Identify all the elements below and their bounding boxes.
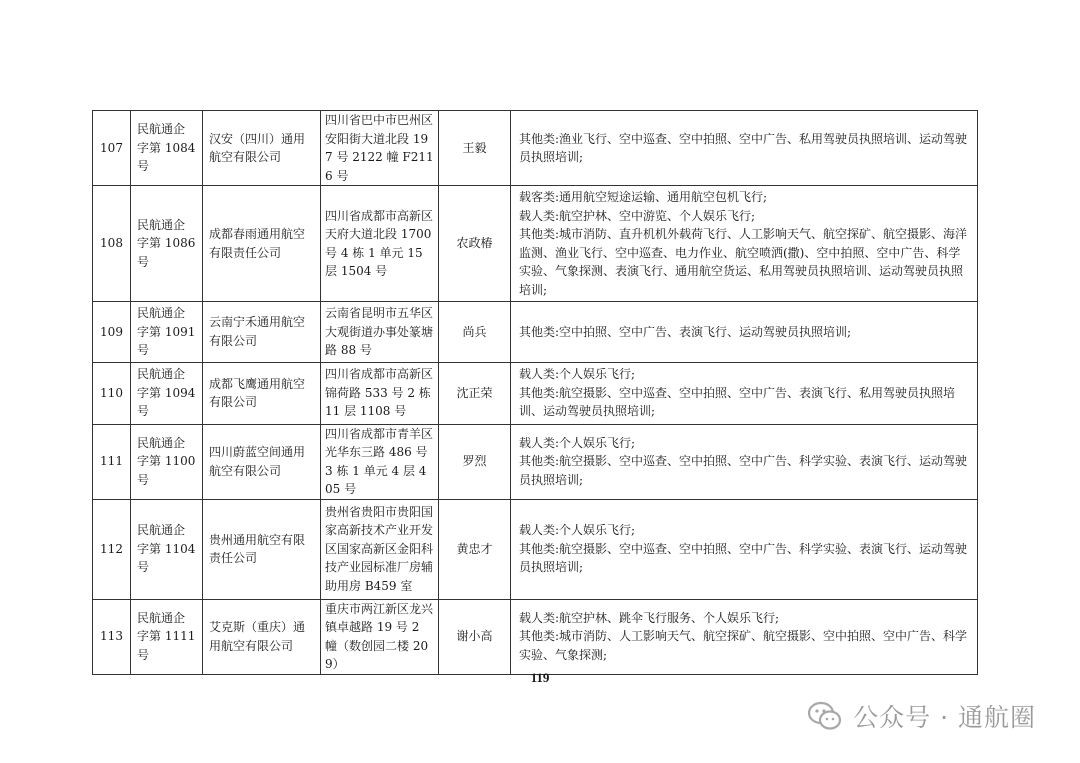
row-number: 108 <box>93 186 131 302</box>
legal-representative: 罗烈 <box>439 424 511 499</box>
scope-line: 其他类:渔业飞行、空中巡查、空中拍照、空中广告、私用驾驶员执照培训、运动驾驶员执照培训; <box>519 131 968 164</box>
scope-line: 其他类:城市消防、人工影响天气、航空探矿、航空摄影、空中拍照、空中广告、科学实验、气象探测; <box>519 629 968 662</box>
table-row <box>93 424 978 499</box>
business-scope <box>511 186 978 302</box>
scope-line: 载人类:航空护林、空中游览、个人娱乐飞行; <box>519 208 756 223</box>
scope-line: 其他类:航空摄影、空中巡查、空中拍照、空中广告、科学实验、表演飞行、运动驾驶员执照培训; <box>519 454 968 487</box>
license-number: 民航通企字第 1086 号 <box>131 186 203 302</box>
company-name: 成都春雨通用航空有限责任公司 <box>203 186 321 302</box>
row-number: 109 <box>93 302 131 363</box>
license-number: 民航通企字第 1100 号 <box>131 424 203 499</box>
company-address: 贵州省贵阳市贵阳国家高新技术产业开发区国家高新区金阳科技产业园标准厂房辅助用房 B459 室 <box>321 499 439 599</box>
table-row <box>93 302 978 363</box>
scope-line: 其他类:航空摄影、空中巡查、空中拍照、空中广告、表演飞行、私用驾驶员执照培训、运动驾驶员执照培训; <box>519 385 956 419</box>
license-table <box>92 110 978 675</box>
watermark-text: 公众号 · 通航圈 <box>853 703 1036 732</box>
business-scope <box>511 499 978 599</box>
legal-representative: 王毅 <box>439 111 511 186</box>
scope-line: 其他类:空中拍照、空中广告、表演飞行、运动驾驶员执照培训; <box>519 324 852 339</box>
company-name: 贵州通用航空有限责任公司 <box>203 499 321 599</box>
company-name: 四川蔚蓝空间通用航空有限公司 <box>203 424 321 499</box>
license-number: 民航通企字第 1094 号 <box>131 362 203 424</box>
row-number: 111 <box>93 424 131 499</box>
company-address: 四川省成都市青羊区光华东三路 486 号 3 栋 1 单元 4 层 405 号 <box>321 424 439 499</box>
page-number: 119 <box>530 670 550 685</box>
row-number: 112 <box>93 499 131 599</box>
scope-line: 其他类:城市消防、直升机机外载荷飞行、人工影响天气、航空探矿、航空摄影、海洋监测、渔业飞行、空中巡查、电力作业、航空喷洒(撒)、空中拍照、空中广告、科学实验、气象探测、表演飞行、通用航空货运、私用驾驶员执照培训、运动驾驶员执照培训; <box>519 227 968 297</box>
row-number: 113 <box>93 599 131 674</box>
company-name: 汉安（四川）通用航空有限公司 <box>203 111 321 186</box>
company-name: 成都飞鹰通用航空有限公司 <box>203 362 321 424</box>
company-address: 重庆市两江新区龙兴镇卓越路 19 号 2 幢（数创园二楼 209） <box>321 599 439 674</box>
company-address: 四川省成都市高新区天府大道北段 1700 号 4 栋 1 单元 15 层 1504 号 <box>321 186 439 302</box>
business-scope <box>511 599 978 674</box>
table-row <box>93 362 978 424</box>
license-number: 民航通企字第 1104 号 <box>131 499 203 599</box>
scope-line: 载人类:航空护林、跳伞飞行服务、个人娱乐飞行; <box>519 610 780 625</box>
company-address: 四川省成都市高新区锦荷路 533 号 2 栋 11 层 1108 号 <box>321 362 439 424</box>
table-row <box>93 111 978 186</box>
legal-representative: 谢小高 <box>439 599 511 674</box>
table-row <box>93 186 978 302</box>
business-scope <box>511 302 978 363</box>
company-name: 云南宁禾通用航空有限公司 <box>203 302 321 363</box>
company-name: 艾克斯（重庆）通用航空有限公司 <box>203 599 321 674</box>
row-number: 107 <box>93 111 131 186</box>
legal-representative: 尚兵 <box>439 302 511 363</box>
table-row <box>93 599 978 674</box>
table-row <box>93 499 978 599</box>
scope-line: 载人类:个人娱乐飞行; <box>519 523 636 538</box>
legal-representative: 沈正荣 <box>439 362 511 424</box>
scope-line: 载人类:个人娱乐飞行; <box>519 367 636 382</box>
company-address: 云南省昆明市五华区大观街道办事处篆塘路 88 号 <box>321 302 439 363</box>
license-number: 民航通企字第 1111 号 <box>131 599 203 674</box>
legal-representative: 农政椿 <box>439 186 511 302</box>
wechat-icon <box>807 701 843 731</box>
business-scope <box>511 424 978 499</box>
row-number: 110 <box>93 362 131 424</box>
license-number: 民航通企字第 1091 号 <box>131 302 203 363</box>
business-scope <box>511 362 978 424</box>
legal-representative: 黄忠才 <box>439 499 511 599</box>
company-address: 四川省巴中市巴州区安阳街大道北段 197 号 2122 幢 F2116 号 <box>321 111 439 186</box>
scope-line: 载人类:个人娱乐飞行; <box>519 435 636 450</box>
scope-line: 载客类:通用航空短途运输、通用航空包机飞行; <box>519 190 768 204</box>
license-number: 民航通企字第 1084 号 <box>131 111 203 186</box>
scope-line: 其他类:航空摄影、空中巡查、空中拍照、空中广告、科学实验、表演飞行、运动驾驶员执照培训; <box>519 541 968 575</box>
watermark <box>807 696 1036 736</box>
business-scope <box>511 111 978 186</box>
